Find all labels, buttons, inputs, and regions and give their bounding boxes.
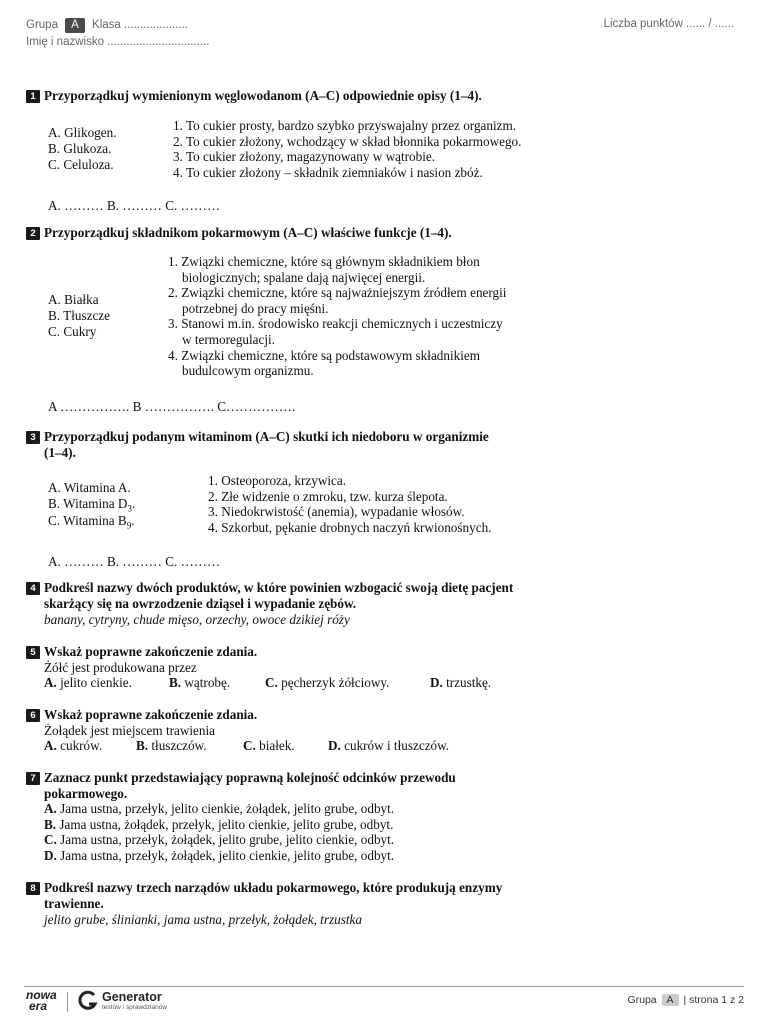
question-7 bbox=[26, 770, 748, 802]
option-right: 2. Złe widzenie o zmroku, tzw. kurza ślepota. bbox=[208, 489, 448, 504]
logo-separator bbox=[67, 992, 68, 1012]
answer-line: A. ……… B. ……… C. ……… bbox=[48, 198, 221, 213]
option-right: 3. Niedokrwistość (anemia), wypadanie włosów. bbox=[208, 504, 465, 519]
page-number: | strona 1 z 2 bbox=[683, 994, 744, 1006]
option-right: 2. Związki chemiczne, które są najważniejszym źródłem energii bbox=[168, 285, 507, 300]
option-a: A. Jama ustna, przełyk, jelito cienkie, żołądek, jelito grube, odbyt. bbox=[44, 801, 395, 816]
question-title: Wskaż poprawne zakończenie zdania. bbox=[44, 707, 258, 722]
option-left: C. Witamina $B_9$. bbox=[48, 513, 135, 531]
question-title-cont: trawienne. bbox=[44, 896, 104, 911]
question-title: Wskaż poprawne zakończenie zdania. bbox=[44, 644, 258, 659]
option-a: A. jelito cienkie. bbox=[44, 675, 132, 690]
items-to-underline: banany, cytryny, chude mięso, orzechy, owoce dzikiej róży bbox=[44, 612, 350, 627]
question-number: 4 bbox=[26, 582, 40, 595]
klasa-field: Klasa .................... bbox=[92, 19, 188, 31]
option-left: A. Witamina A. bbox=[48, 480, 131, 495]
question-title-cont: skarżący się na owrzodzenie dziąseł i wypadanie zębów. bbox=[44, 596, 357, 611]
question-stem: Żołądek jest miejscem trawienia bbox=[44, 723, 216, 738]
question-6 bbox=[26, 707, 748, 739]
option-d: D. Jama ustna, przełyk, żołądek, jelito cienkie, jelito grube, odbyt. bbox=[44, 848, 395, 863]
generator-g-icon bbox=[78, 990, 98, 1012]
items-to-underline: jelito grube, ślinianki, jama ustna, przełyk, żołądek, trzustka bbox=[44, 912, 362, 927]
option-a: A. cukrów. bbox=[44, 738, 103, 753]
header-grupa bbox=[26, 18, 188, 33]
question-title: Podkreśl nazwy trzech narządów układu pokarmowego, które produkują enzymy bbox=[44, 880, 503, 895]
option-d: D. cukrów i tłuszczów. bbox=[328, 738, 450, 753]
punkty-field: Liczba punktów ...... / ...... bbox=[603, 18, 734, 30]
answer-line: A ……………. B ……………. C……………. bbox=[48, 399, 296, 414]
option-left: B. Witamina $D_3$. bbox=[48, 496, 136, 514]
grupa-label: Grupa bbox=[26, 19, 58, 31]
option-right: 4. Związki chemiczne, które są podstawowym składnikiem bbox=[168, 348, 481, 363]
footer-divider bbox=[24, 986, 744, 987]
question-title: Podkreśl nazwy dwóch produktów, w które powinien wzbogacić swoją dietę pacjent bbox=[44, 580, 514, 595]
option-b: B. tłuszczów. bbox=[136, 738, 207, 753]
nowa-era-logo: nowa era bbox=[26, 988, 57, 1013]
question-stem: Żółć jest produkowana przez bbox=[44, 660, 197, 675]
footer-page-info: Grupa A | strona 1 z 2 bbox=[627, 994, 744, 1006]
option-right: 2. To cukier złożony, wchodzący w skład błonnika pokarmowego. bbox=[173, 134, 522, 149]
question-number: 7 bbox=[26, 772, 40, 785]
option-left: C. Celuloza. bbox=[48, 157, 114, 172]
option-right: 1. Związki chemiczne, które są głównym składnikiem błon bbox=[168, 254, 480, 269]
option-c: C. Jama ustna, przełyk, żołądek, jelito grube, jelito cienkie, odbyt. bbox=[44, 832, 395, 847]
question-title: Przyporządkuj wymienionym węglowodanom (A–C) odpowiednie opisy (1–4). bbox=[44, 88, 482, 103]
option-d: D. trzustkę. bbox=[430, 675, 492, 690]
question-8 bbox=[26, 880, 748, 928]
question-number: 3 bbox=[26, 431, 40, 444]
question-4 bbox=[26, 580, 748, 628]
question-number: 2 bbox=[26, 227, 40, 240]
imie-field: Imię i nazwisko ................................ bbox=[26, 36, 210, 48]
option-left: A. Glikogen. bbox=[48, 125, 117, 140]
question-title: Przyporządkuj składnikom pokarmowym (A–C) właściwe funkcje (1–4). bbox=[44, 225, 452, 240]
option-left: C. Cukry bbox=[48, 324, 97, 339]
option-right: 4. Szkorbut, pękanie drobnych naczyń krwionośnych. bbox=[208, 520, 492, 535]
option-right-cont: w termoregulacji. bbox=[182, 332, 276, 347]
question-1 bbox=[26, 88, 748, 104]
question-number: 5 bbox=[26, 646, 40, 659]
option-right: 3. To cukier złożony, magazynowany w wątrobie. bbox=[173, 149, 436, 164]
option-b: B. Jama ustna, żołądek, przełyk, jelito cienkie, jelito grube, odbyt. bbox=[44, 817, 394, 832]
option-left: B. Glukoza. bbox=[48, 141, 112, 156]
option-right-cont: potrzebnej do pracy mięśni. bbox=[182, 301, 329, 316]
answer-line: A. ……… B. ……… C. ……… bbox=[48, 554, 221, 569]
option-right-cont: biologicznych; spalane dają najwięcej energii. bbox=[182, 270, 426, 285]
option-c: C. białek. bbox=[243, 738, 295, 753]
question-number: 8 bbox=[26, 882, 40, 895]
question-2 bbox=[26, 225, 748, 241]
question-title: Zaznacz punkt przedstawiający poprawną kolejność odcinków przewodu bbox=[44, 770, 456, 785]
option-right: 1. Osteoporoza, krzywica. bbox=[208, 473, 347, 488]
option-right: 4. To cukier złożony – składnik ziemniaków i nasion zbóż. bbox=[173, 165, 483, 180]
grupa-badge: A bbox=[65, 18, 85, 33]
option-c: C. pęcherzyk żółciowy. bbox=[265, 675, 390, 690]
option-b: B. wątrobę. bbox=[169, 675, 231, 690]
footer-grupa-badge: A bbox=[662, 994, 679, 1006]
question-5 bbox=[26, 644, 748, 676]
question-title-cont: (1–4). bbox=[44, 445, 76, 460]
option-right-cont: budulcowym organizmu. bbox=[182, 363, 314, 378]
question-number: 6 bbox=[26, 709, 40, 722]
question-title-cont: pokarmowego. bbox=[44, 786, 128, 801]
option-left: B. Tłuszcze bbox=[48, 308, 111, 323]
option-right: 1. To cukier prosty, bardzo szybko przyswajalny przez organizm. bbox=[173, 118, 517, 133]
option-right: 3. Stanowi m.in. środowisko reakcji chemicznych i uczestniczy bbox=[168, 316, 503, 331]
question-3 bbox=[26, 429, 748, 461]
question-title: Przyporządkuj podanym witaminom (A–C) skutki ich niedoboru w organizmie bbox=[44, 429, 489, 444]
question-number: 1 bbox=[26, 90, 40, 103]
option-left: A. Białka bbox=[48, 292, 99, 307]
